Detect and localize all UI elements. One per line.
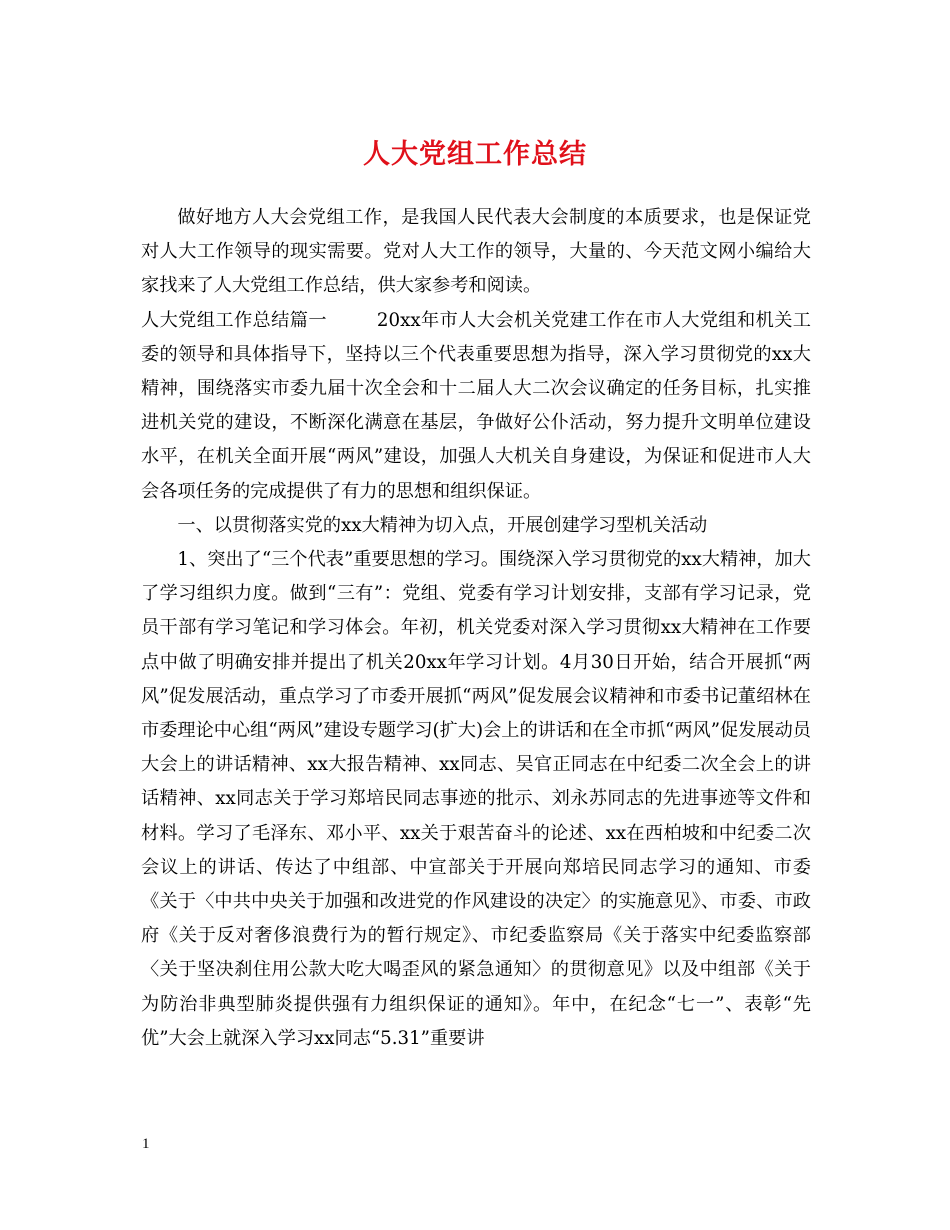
section-paragraph	[141, 304, 811, 509]
section-heading: 一、以贯彻落实党的xx大精神为切入点，开展创建学习型机关活动	[177, 514, 708, 536]
body-paragraph: 1、突出了“三个代表”重要思想的学习。围绕深入学习贯彻党的xx大精神，加大了学习组织力度。做到“三有”：党组、党委有学习计划安排，支部有学习记录，党员干部有学习笔记和学习体会。年初，机关党委对深入学习贯彻xx大精神在工作要点中做了明确安排并提出了机关20xx年学习计划。4月30日开始，结合开展抓“两风”促发展活动，重点学习了市委开展抓“两风”促发展会议精神和市委书记董绍林在市委理论中心组“两风”建设专题学习(扩大)会上的讲话和在全市抓“两风”促发展动员大会上的讲话精神、xx大报告精神、xx同志、吴官正同志在中纪委二次全会上的讲话精神、xx同志关于学习郑培民同志事迹的批示、刘永苏同志的先进事迹等文件和材料。学习了毛泽东、邓小平、xx关于艰苦奋斗的论述、xx在西柏坡和中纪委二次会议上的讲话、传达了中组部、中宣部关于开展向郑培民同志学习的通知、市委《关于〈中共中央关于加强和改进党的作风建设的决定〉的实施意见》、市委、市政府《关于反对奢侈浪费行为的暂行规定》、市纪委监察局《关于落实中纪委监察部〈关于坚决刹住用公款大吃大喝歪风的紧急通知〉的贯彻意见》以及中组部《关于为防治非典型肺炎提供强有力组织保证的通知》。年中，在纪念“七一”、表彰“先优”大会上就深入学习xx同志“5.31”重要讲	[141, 549, 811, 1049]
document-body	[141, 201, 811, 1056]
section-label: 人大党组工作总结篇一	[141, 309, 327, 331]
section-text: 20xx年市人大会机关党建工作在市人大党组和机关工委的领导和具体指导下，坚持以三个代表重要思想为指导，深入学习贯彻党的xx大精神，围绕落实市委九届十次全会和十二届人大二次会议确定的任务目标，扎实推进机关党的建设，不断深化满意在基层，争做好公仆活动，努力提升文明单位建设水平，在机关全面开展“两风”建设，加强人大机关自身建设，为保证和促进市人大会各项任务的完成提供了有力的思想和组织保证。	[141, 309, 811, 502]
page-number: 1	[142, 1136, 150, 1152]
intro-paragraph: 做好地方人大会党组工作，是我国人民代表大会制度的本质要求，也是保证党对人大工作领导的现实需要。党对人大工作的领导，大量的、今天范文网小编给大家找来了人大党组工作总结，供大家参考和阅读。	[141, 207, 811, 297]
document-title: 人大党组工作总结	[363, 139, 587, 170]
